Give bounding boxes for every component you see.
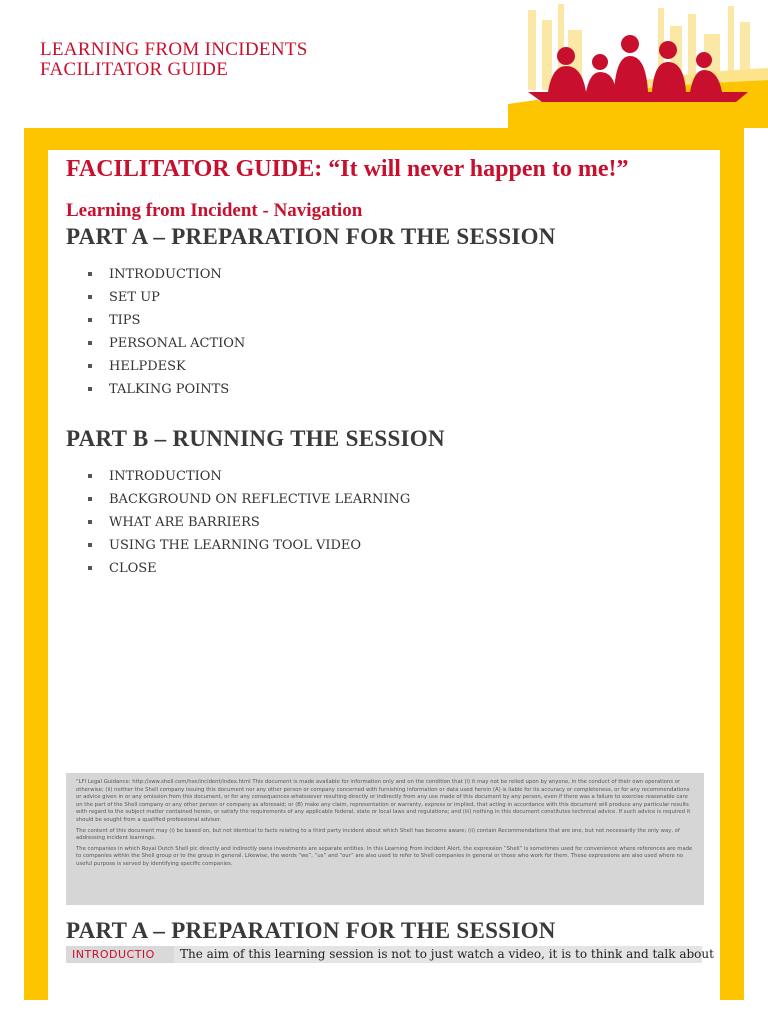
- legal-paragraph-3: The companies in which Royal Dutch Shell plc directly and indirectly owns investments are separate entities. In this Learning From Incident Alert, the expression “Shell” is sometimes used for convenience where references are made to companies within the Shell group or to the group in general. Likewise, the words “we”, “us” and “our” are also used to refer to Shell companies in general or those who work for them. These expressions are also used where no useful purpose is served by identifying specific companies.: [76, 845, 693, 867]
- list-item[interactable]: USING THE LEARNING TOOL VIDEO: [88, 534, 410, 557]
- part-b-heading: PART B – RUNNING THE SESSION: [66, 426, 445, 451]
- part-a-list: [88, 263, 245, 401]
- legal-paragraph-2: The content of this document may (i) be based on, but not identical to facts relating to a third party incident about which Shell has become aware; (ii) contain Recommendations that are one, but not necessarily the only way, of addressing incident learnings.: [76, 827, 680, 842]
- list-item[interactable]: CLOSE: [88, 557, 410, 580]
- list-item[interactable]: TALKING POINTS: [88, 378, 245, 401]
- legal-paragraph-1: “LFI Legal Guidance: http://sww.shell.com/hse/incident/index.html This document is made available for information only and on the condition that (i) it may not be relied upon by anyone, in the conduct of their own operations or otherwise; (ii) neither the Shell company issuing this document nor any other person or company concerned with furnishing information or data used herein (A) is liable for its accuracy or completeness, or for any recommendations or advice given in or any omission from this document, or for any consequences whatsoever resulting directly or indirectly from any use made of this document by any person, even if there was a failure to exercise reasonable care on the part of the Shell company or any other person or company as aforesaid; or (B) make any claim, representation or warranty, express or implied, that acting in accordance with this document will produce any particular results with regard to the subject matter contained herein, or satisfy the requirements of any applicable federal, state or local laws and regulations; and (iii) nothing in this document constitutes technical advice. If such advice is required it should be sought from a qualified professional adviser.: [76, 779, 691, 823]
- navigation-subtitle: Learning from Incident - Navigation: [66, 200, 363, 221]
- bullet-icon: [88, 318, 92, 322]
- list-item[interactable]: BACKGROUND ON REFLECTIVE LEARNING: [88, 488, 410, 511]
- header-line-1: LEARNING FROM INCIDENTS: [40, 39, 308, 60]
- list-item[interactable]: INTRODUCTION: [88, 263, 245, 286]
- part-a-heading: PART A – PREPARATION FOR THE SESSION: [66, 224, 556, 249]
- list-item[interactable]: HELPDESK: [88, 355, 245, 378]
- list-item[interactable]: INTRODUCTION: [88, 465, 410, 488]
- list-item[interactable]: PERSONAL ACTION: [88, 332, 245, 355]
- bullet-icon: [88, 520, 92, 524]
- people-illustration-icon: [508, 0, 768, 130]
- bullet-icon: [88, 272, 92, 276]
- header-line-2: FACILITATOR GUIDE: [40, 59, 229, 80]
- bullet-icon: [88, 474, 92, 478]
- bullet-icon: [88, 364, 92, 368]
- list-item[interactable]: SET UP: [88, 286, 245, 309]
- row-label: INTRODUCTIO: [66, 946, 174, 963]
- list-item[interactable]: TIPS: [88, 309, 245, 332]
- table-row: [66, 946, 714, 963]
- bullet-icon: [88, 497, 92, 501]
- main-title: FACILITATOR GUIDE: “It will never happen to me!”: [66, 156, 629, 182]
- bullet-icon: [88, 566, 92, 570]
- list-item[interactable]: WHAT ARE BARRIERS: [88, 511, 410, 534]
- part-a-section-heading: PART A – PREPARATION FOR THE SESSION: [66, 918, 556, 943]
- legal-disclaimer: [66, 773, 704, 905]
- bullet-icon: [88, 387, 92, 391]
- bullet-icon: [88, 295, 92, 299]
- document-header: [40, 40, 308, 80]
- bullet-icon: [88, 341, 92, 345]
- bullet-icon: [88, 543, 92, 547]
- row-text: The aim of this learning session is not to just watch a video, it is to think and talk about: [180, 947, 714, 961]
- part-b-list: [88, 465, 410, 580]
